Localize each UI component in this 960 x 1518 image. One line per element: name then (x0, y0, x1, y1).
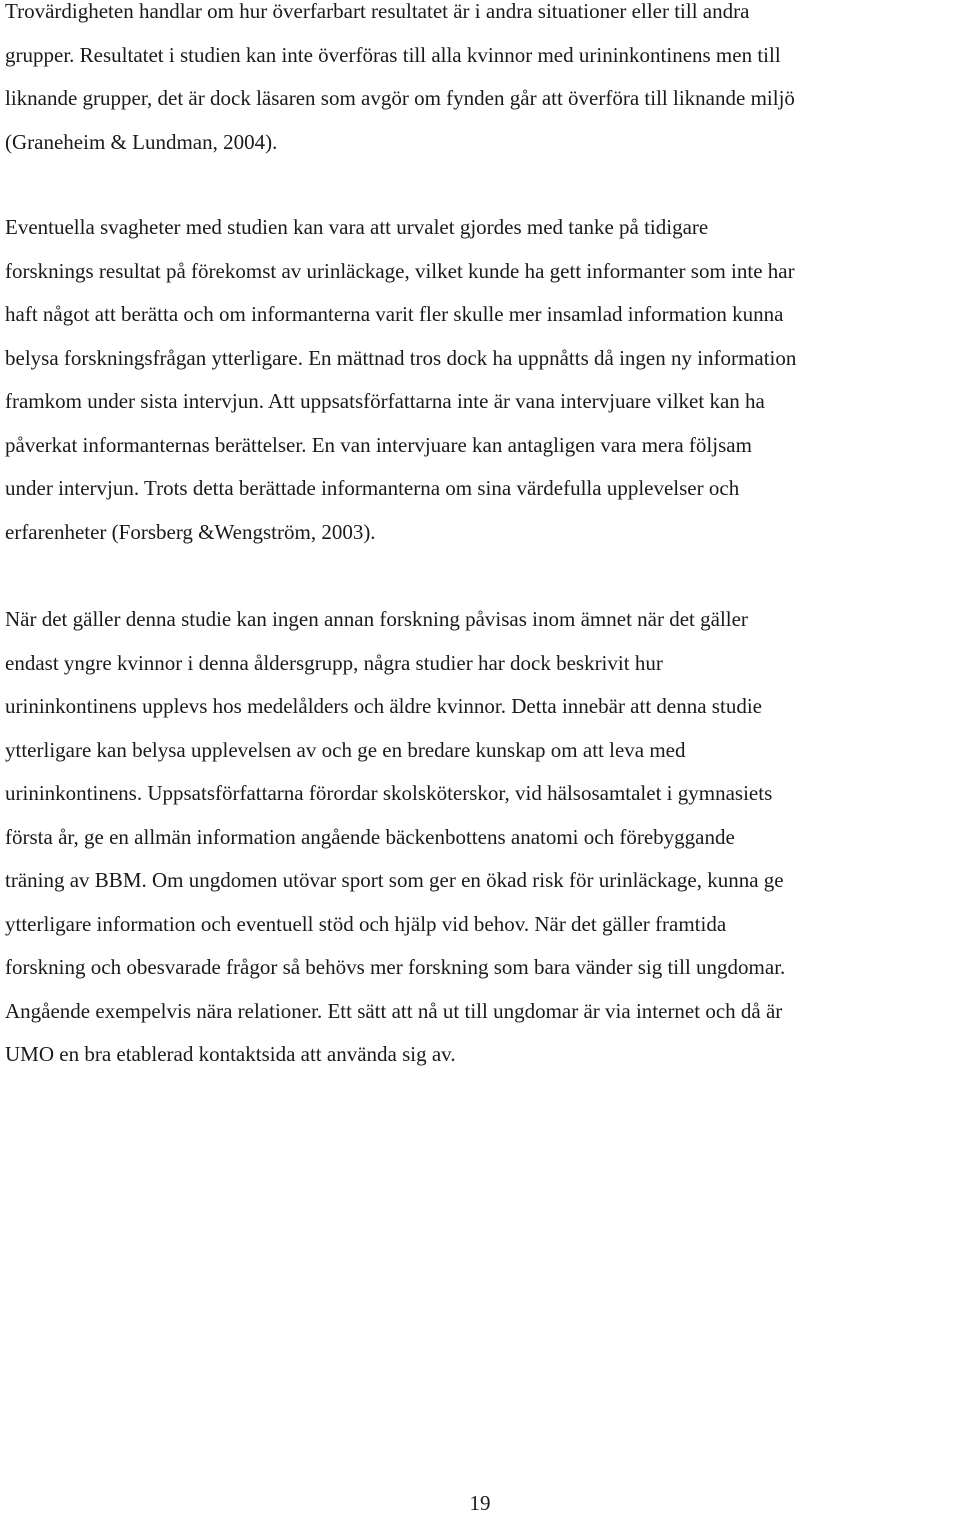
text-line: belysa forskningsfrågan ytterligare. En mättnad tros dock ha uppnåtts då ingen ny information (5, 345, 797, 370)
text-line: grupper. Resultatet i studien kan inte överföras till alla kvinnor med urininkontinens men till (5, 42, 781, 67)
paragraph-future-research (5, 598, 950, 1077)
text-line: När det gäller denna studie kan ingen annan forskning påvisas inom ämnet när det gäller (5, 607, 748, 631)
text-line: under intervjun. Trots detta berättade informanterna om sina värdefulla upplevelser och (5, 476, 740, 500)
text-line: (Graneheim & Lundman, 2004). (5, 129, 278, 154)
text-line: första år, ge en allmän information angående bäckenbottens anatomi och förebyggande (5, 824, 735, 849)
text-line: Trovärdigheten handlar om hur överfarbart resultatet är i andra situationer eller till andra (5, 0, 750, 23)
text-line: påverkat informanternas berättelser. En van intervjuare kan antagligen vara mera följsam (5, 432, 752, 457)
text-line: erfarenheter (Forsberg &Wengström, 2003). (5, 519, 376, 544)
paragraph-trustworthiness (5, 0, 950, 164)
text-line: träning av BBM. Om ungdomen utövar sport som ger en ökad risk för urinläckage, kunna ge (5, 868, 784, 892)
text-line: Angående exempelvis nära relationer. Ett sätt att nå ut till ungdomar är via internet och då är (5, 998, 783, 1023)
text-line: forskning och obesvarade frågor så behövs mer forskning som bara vänder sig till ungdomar. (5, 955, 786, 979)
text-line: ytterligare information och eventuell stöd och hjälp vid behov. När det gäller framtida (5, 911, 727, 936)
paragraph-weaknesses (5, 206, 950, 554)
text-line: endast yngre kvinnor i denna åldersgrupp, några studier har dock beskrivit hur (5, 650, 663, 675)
text-line: ytterligare kan belysa upplevelsen av och ge en bredare kunskap om att leva med (5, 737, 686, 762)
text-line: liknande grupper, det är dock läsaren som avgör om fynden går att överföra till liknande miljö (5, 86, 795, 110)
text-line: haft något att berätta och om informanterna varit fler skulle mer insamlad information kunna (5, 302, 784, 326)
page-number: 19 (469, 1491, 491, 1515)
text-line: framkom under sista intervjun. Att uppsatsförfattarna inte är vana intervjuare vilket kan ha (5, 389, 765, 413)
text-line: Eventuella svagheter med studien kan vara att urvalet gjordes med tanke på tidigare (5, 215, 709, 239)
text-line: forsknings resultat på förekomst av urinläckage, vilket kunde ha gett informanter som inte har (5, 258, 795, 283)
text-line: urininkontinens upplevs hos medelålders och äldre kvinnor. Detta innebär att denna studie (5, 694, 762, 718)
text-line: urininkontinens. Uppsatsförfattarna förordar skolsköterskor, vid hälsosamtalet i gymnasiets (5, 781, 773, 805)
text-line: UMO en bra etablerad kontaktsida att använda sig av. (5, 1042, 456, 1066)
